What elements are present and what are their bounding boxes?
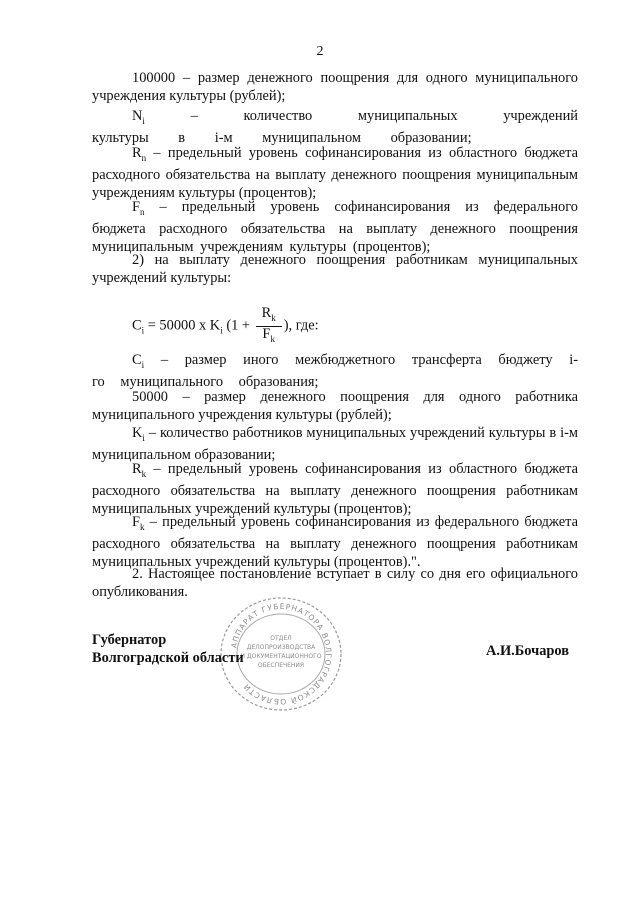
svg-text:ОТДЕЛ: ОТДЕЛ xyxy=(270,635,292,642)
paragraph-fn-definition: $F_n$ – предельный уровень софинансирования из федерального бюджета расходного обязательства на выплату денежного поощрения муниципальным учреждениям культуры (процентов); xyxy=(92,199,578,255)
paragraph-ci-definition: $C_i$ – размер иного межбюджетного трансферта бюджету i-го муниципального образования; xyxy=(92,352,578,391)
svg-text:И ДОКУМЕНТАЦИОННОГО: И ДОКУМЕНТАЦИОННОГО xyxy=(240,653,322,660)
signature-title: Губернатор Волгоградской области xyxy=(92,632,244,666)
paragraph-item-2: 2) на выплату денежного поощрения работникам муниципальных учреждений культуры: xyxy=(92,252,578,286)
paragraph-fk-definition: $F_k$ – предельный уровень софинансирования из федерального бюджета расходного обязательства на выплату денежного поощрения работникам муниципальных учреждений культуры (процентов).". xyxy=(92,514,578,570)
paragraph-amount-worker: 50000 – размер денежного поощрения для одного работника муниципального учреждения культуры (рублей); xyxy=(92,389,578,423)
page-number: 2 xyxy=(316,44,324,59)
paragraph-rk-definition: $R_k$ – предельный уровень софинансирования из областного бюджета расходного обязательства на выплату денежного поощрения работникам муниципальных учреждений культуры (процентов); xyxy=(92,461,578,517)
paragraph-rn-definition: $R_n$ – предельный уровень софинансирования из областного бюджета расходного обязательства на выплату денежного поощрения муниципальным учреждениям культуры (процентов); xyxy=(92,145,578,201)
paragraph-ki-definition: $K_i$ – количество работников муниципальных учреждений культуры в i-м муниципальном образовании; xyxy=(92,425,578,464)
paragraph-ni-definition: $N_i$ – количество муниципальных учреждений культуры в i-м муниципальном образовании; xyxy=(92,108,578,147)
svg-text:ОБЕСПЕЧЕНИЯ: ОБЕСПЕЧЕНИЯ xyxy=(257,662,305,669)
svg-text:ДЕЛОПРОИЗВОДСТВА: ДЕЛОПРОИЗВОДСТВА xyxy=(246,644,316,651)
formula: $C_i = 50000$ x $K_i$ (1 + $\frac{R_k}{F_k}$ ), где: xyxy=(132,306,319,347)
paragraph-effective-date: 2. Настоящее постановление вступает в силу со дня его официального опубликования. xyxy=(92,566,578,600)
signatory-name: А.И.Бочаров xyxy=(486,643,570,659)
formula-fraction: $\frac{R_k}{F_k}$ xyxy=(256,306,282,347)
seal-outer-text: АППАРАТ ГУБЕРНАТОРА ВОЛГОГРАДСКОЙ ОБЛАСТИ xyxy=(229,601,334,707)
paragraph-amount-institution: 100000 – размер денежного поощрения для одного муниципального учреждения культуры (рублей); xyxy=(92,70,578,104)
